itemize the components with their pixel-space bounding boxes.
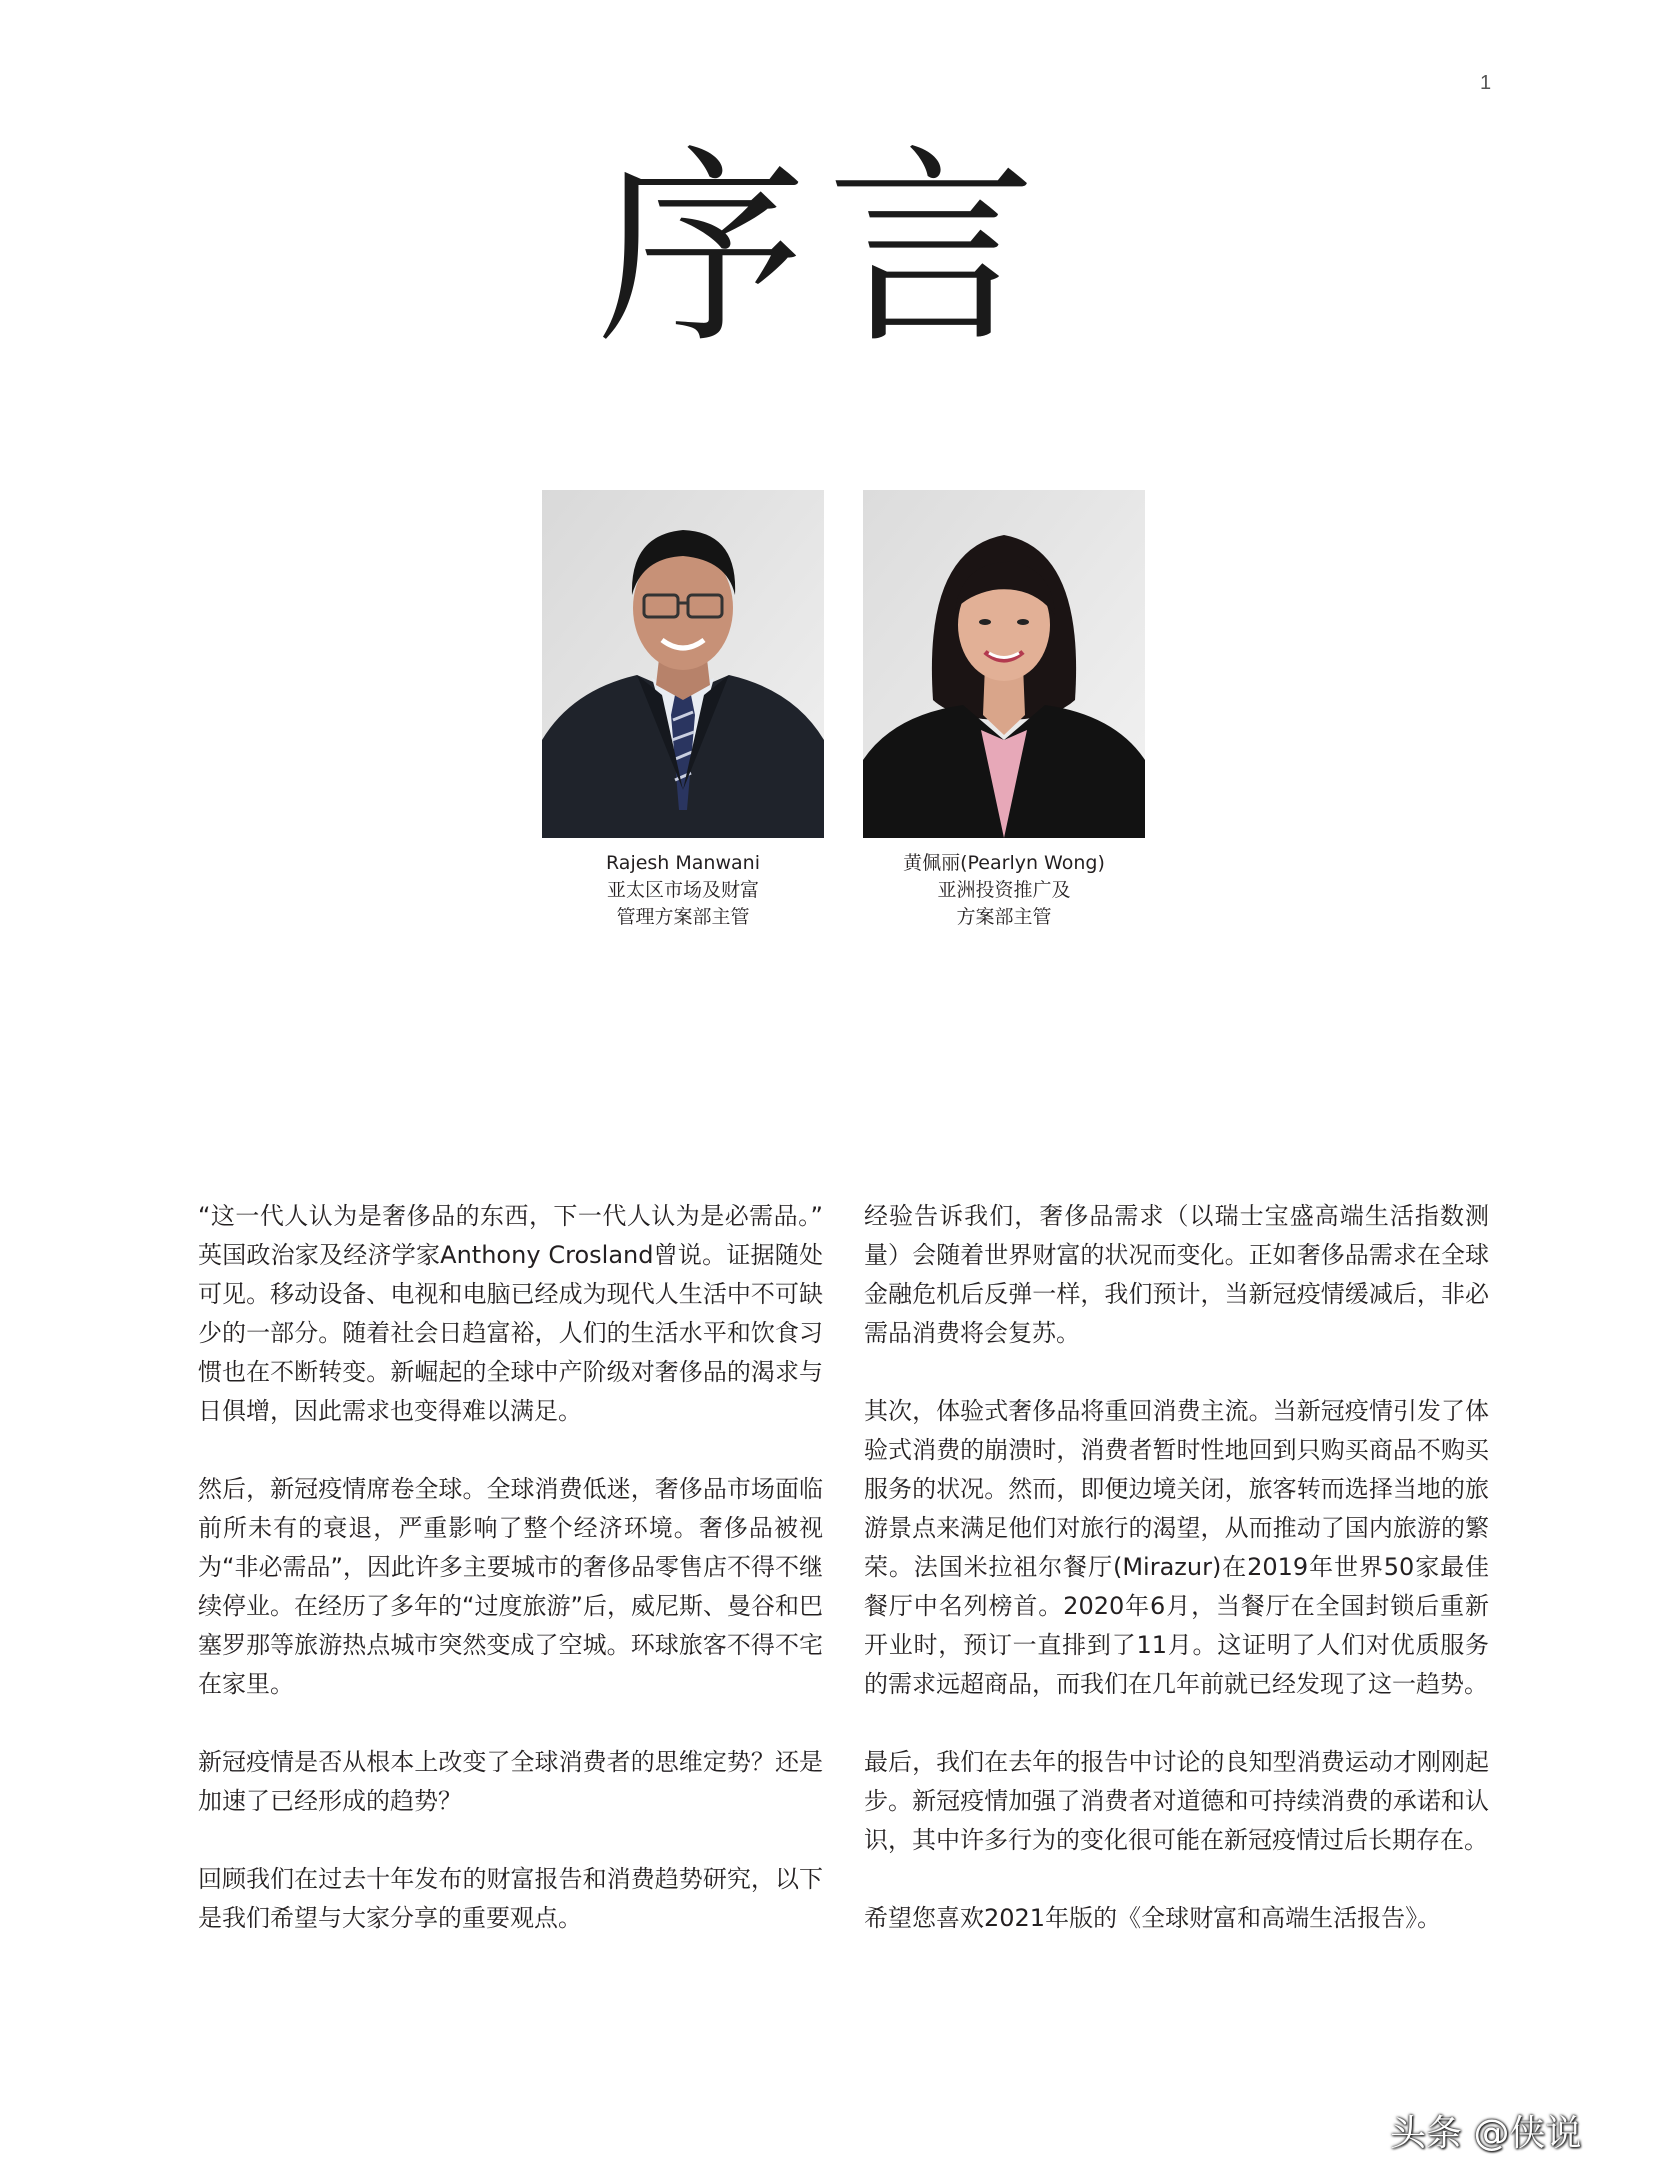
portrait-photo-rajesh-manwani — [542, 490, 824, 838]
person-name: 黄佩丽(Pearlyn Wong) — [903, 852, 1105, 874]
paragraph: 新冠疫情是否从根本上改变了全球消费者的思维定势？还是加速了已经形成的趋势？ — [198, 1748, 823, 1815]
person-role-line2: 方案部主管 — [956, 906, 1052, 928]
paragraph: 希望您喜欢2021年版的《全球财富和高端生活报告》。 — [864, 1904, 1442, 1932]
person-name: Rajesh Manwani — [606, 852, 760, 874]
paragraph: 经验告诉我们，奢侈品需求（以瑞士宝盛高端生活指数测量）会随着世界财富的状况而变化。正如奢侈品需求在全球金融危机后反弹一样，我们预计，当新冠疫情缓减后，非必需品消费将会复苏。 — [864, 1202, 1489, 1347]
page-number: 1 — [1480, 72, 1492, 94]
body-column-left — [198, 1197, 823, 1938]
paragraph: 最后，我们在去年的报告中讨论的良知型消费运动才刚刚起步。新冠疫情加强了消费者对道德和可持续消费的承诺和认识，其中许多行为的变化很可能在新冠疫情过后长期存在。 — [864, 1748, 1489, 1854]
caption-pearlyn-wong — [844, 850, 1164, 931]
body-column-right — [864, 1197, 1489, 1938]
caption-rajesh-manwani — [523, 850, 843, 931]
paragraph: 然后，新冠疫情席卷全球。全球消费低迷，奢侈品市场面临前所未有的衰退，严重影响了整个经济环境。奢侈品被视为“非必需品”，因此许多主要城市的奢侈品零售店不得不继续停业。在经历了多年的“过度旅游”后，威尼斯、曼谷和巴塞罗那等旅游热点城市突然变成了空城。环球旅客不得不宅在家里。 — [198, 1475, 823, 1698]
person-role-line2: 管理方案部主管 — [616, 906, 750, 928]
person-role-line1: 亚洲投资推广及 — [937, 879, 1071, 901]
person-role-line1: 亚太区市场及财富 — [606, 879, 759, 901]
paragraph: 回顾我们在过去十年发布的财富报告和消费趋势研究，以下是我们希望与大家分享的重要观点。 — [198, 1865, 823, 1932]
paragraph: “这一代人认为是奢侈品的东西，下一代人认为是必需品。” 英国政治家及经济学家Anthony Crosland曾说。证据随处可见。移动设备、电视和电脑已经成为现代人生活中不可缺少的一部分。随着社会日趋富裕，人们的生活水平和饮食习惯也在不断转变。新崛起的全球中产阶级对奢侈品的渴求与日俱增，因此需求也变得难以满足。 — [198, 1202, 823, 1425]
paragraph: 其次，体验式奢侈品将重回消费主流。当新冠疫情引发了体验式消费的崩溃时，消费者暂时性地回到只购买商品不购买服务的状况。然而，即便边境关闭，旅客转而选择当地的旅游景点来满足他们对旅行的渴望，从而推动了国内旅游的繁荣。法国米拉祖尔餐厅(Mirazur)在2019年世界50家最佳餐厅中名列榜首。2020年6月，当餐厅在全国封锁后重新开业时，预订一直排到了11月。这证明了人们对优质服务的需求远超商品，而我们在几年前就已经发现了这一趋势。 — [864, 1397, 1489, 1698]
watermark: 头条 @侠说 — [1390, 2113, 1582, 2154]
page-title: 序言 — [596, 127, 1057, 372]
portrait-photo-pearlyn-wong — [863, 490, 1145, 838]
